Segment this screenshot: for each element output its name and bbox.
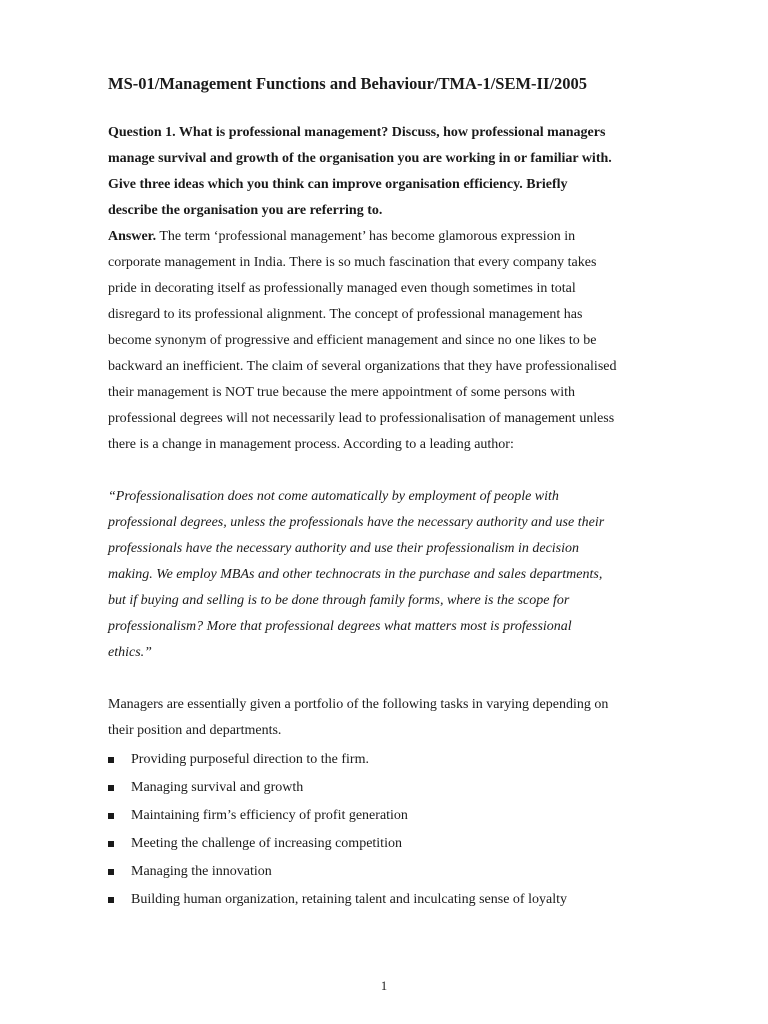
document-title: MS-01/Management Functions and Behaviour/TMA-1/SEM-II/2005 (108, 74, 587, 93)
square-bullet-icon (108, 869, 114, 875)
quotation-paragraph (108, 484, 668, 666)
tasks-intro-paragraph (108, 692, 668, 744)
question-paragraph (108, 120, 668, 224)
answer-line: corporate management in India. There is so much fascination that every company takes (108, 255, 597, 270)
answer-line: pride in decorating itself as professionally managed even though sometimes in total (108, 281, 576, 296)
answer-line (108, 224, 668, 250)
quote-line: ethics.” (108, 645, 152, 660)
task-text: Managing the innovation (131, 864, 272, 879)
quote-line: professionalism? More that professional degrees what matters most is professional (108, 619, 572, 634)
quote-line: but if buying and selling is to be done through family forms, where is the scope for (108, 593, 570, 608)
question-line: Question 1. What is professional management? Discuss, how professional managers (108, 125, 606, 140)
list-item (108, 746, 567, 774)
task-text: Meeting the challenge of increasing competition (131, 836, 402, 851)
intro-line: Managers are essentially given a portfolio of the following tasks in varying depending on (108, 697, 609, 712)
quote-line: making. We employ MBAs and other technocrats in the purchase and sales departments, (108, 567, 603, 582)
answer-first-text: The term ‘professional management’ has become glamorous expression in (156, 229, 576, 244)
answer-paragraph (108, 224, 668, 458)
answer-label: Answer. (108, 229, 157, 244)
question-line: describe the organisation you are referring to. (108, 203, 383, 218)
quote-line: “Professionalisation does not come automatically by employment of people with (108, 489, 559, 504)
square-bullet-icon (108, 897, 114, 903)
answer-line: there is a change in management process. According to a leading author: (108, 437, 514, 452)
answer-line: disregard to its professional alignment. The concept of professional management has (108, 307, 583, 322)
list-item (108, 886, 567, 914)
answer-line: become synonym of progressive and efficient management and since no one likes to be (108, 333, 597, 348)
quote-line: professional degrees, unless the professionals have the necessary authority and use their (108, 515, 605, 530)
task-text: Providing purposeful direction to the firm. (131, 752, 369, 767)
square-bullet-icon (108, 785, 114, 791)
intro-line: their position and departments. (108, 723, 282, 738)
task-text: Maintaining firm’s efficiency of profit generation (131, 808, 408, 823)
list-item (108, 858, 567, 886)
task-text: Managing survival and growth (131, 780, 304, 795)
answer-line: professional degrees will not necessarily lead to professionalisation of management unless (108, 411, 615, 426)
square-bullet-icon (108, 813, 114, 819)
task-text: Building human organization, retaining talent and inculcating sense of loyalty (131, 892, 567, 907)
list-item (108, 830, 567, 858)
square-bullet-icon (108, 841, 114, 847)
answer-line: backward an inefficient. The claim of several organizations that they have professionalised (108, 359, 617, 374)
square-bullet-icon (108, 757, 114, 763)
list-item (108, 774, 567, 802)
answer-line: their management is NOT true because the mere appointment of some persons with (108, 385, 576, 400)
tasks-list (108, 746, 567, 914)
question-line: Give three ideas which you think can improve organisation efficiency. Briefly (108, 177, 568, 192)
question-line: manage survival and growth of the organisation you are working in or familiar with. (108, 151, 612, 166)
quote-line: professionals have the necessary authority and use their professionalism in decision (108, 541, 580, 556)
page-number: 1 (380, 979, 388, 993)
list-item (108, 802, 567, 830)
